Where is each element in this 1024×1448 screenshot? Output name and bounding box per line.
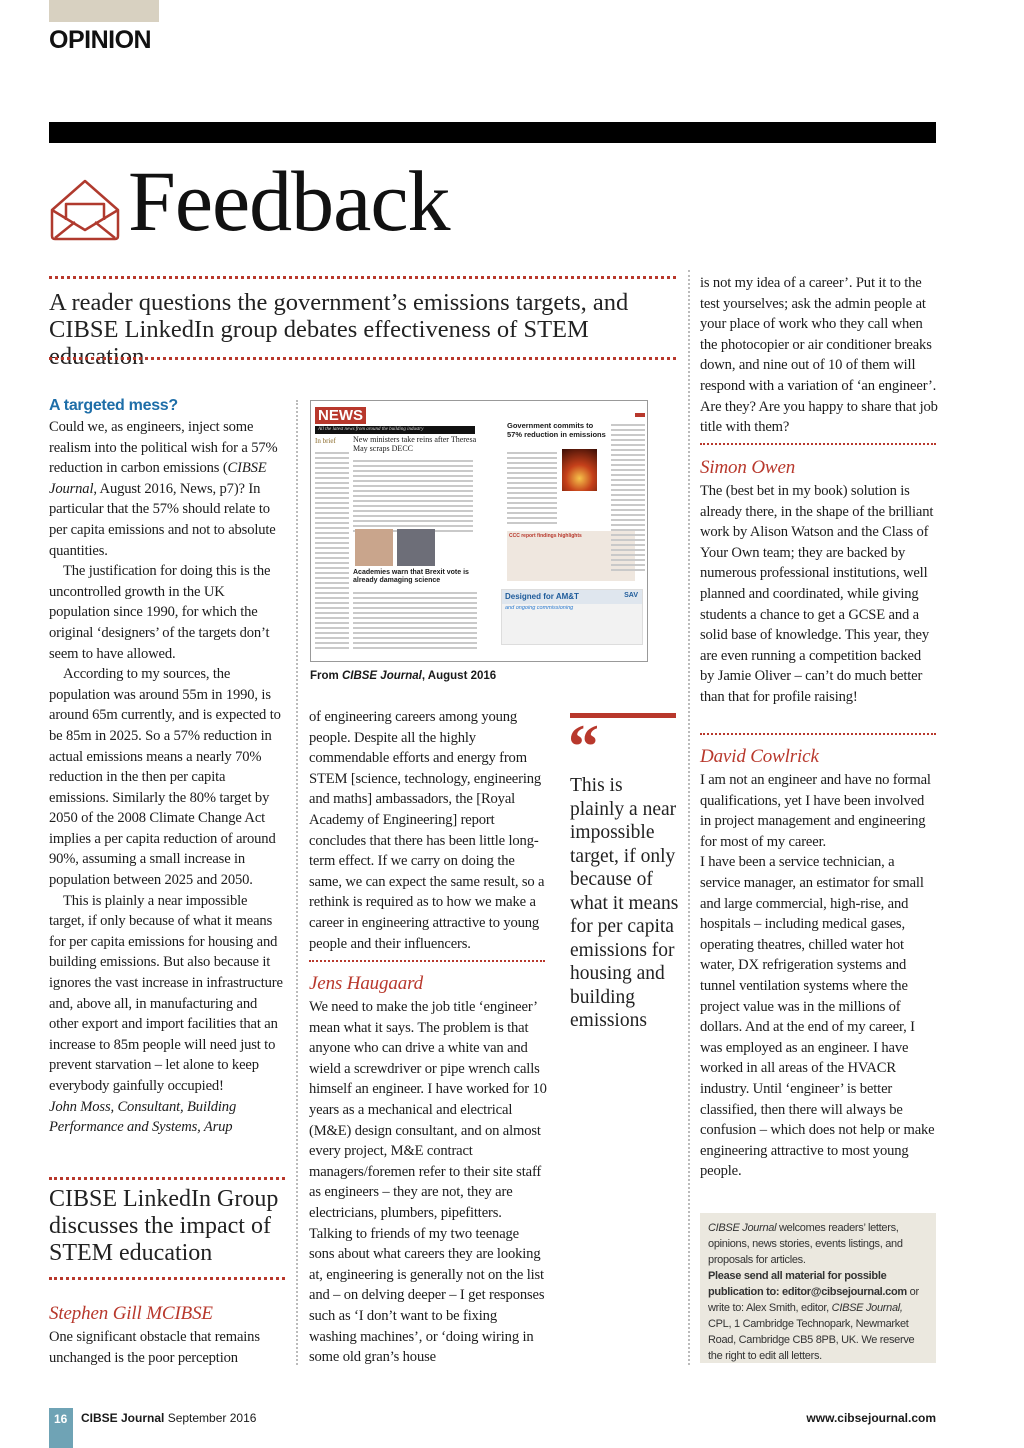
publication-name: CIBSE Journal [708, 1222, 777, 1234]
box-title: CCC report findings highlights [509, 533, 582, 539]
comment-simon-owen [700, 457, 938, 708]
divider [49, 357, 676, 360]
paragraph: I am not an engineer and have no formal qualifications, yet I have been involved in project management and engineering for most of my career. [700, 772, 931, 850]
comment-david-cowlrick [700, 746, 938, 1182]
news-headline: New ministers take reins after Theresa May scraps DECC [353, 435, 477, 453]
paragraph: The justification for doing this is the uncontrolled growth in the UK population since 1990, for which the original ‘designers’ of the targets don’t seem to have allowed. [49, 563, 271, 662]
photo-minister [355, 529, 393, 566]
column-rule [688, 270, 690, 1365]
paragraph: is not my idea of a career’. Put it to the test yourselves; ask the admin people at your place of work who they call when the photocopier or air conditioner breaks down, and nine out of 10 of them will respond with a variation of ‘an engineer’. Are they? Are you happy to share that job title with them? [700, 275, 938, 436]
comment-stephen-gill-continued [309, 707, 547, 954]
commenter-name: Stephen Gill MCIBSE [49, 1303, 213, 1324]
paragraph: of engineering careers among young people. Despite all the highly commendable efforts and energy from STEM [science, technology, engineering and maths] ambassadors, the [Royal Academy of Engineering] report concludes that there has been little long-term effect. If we carry on doing the same, we can expect the same result, so a rethink is required as to how we make a career in engineering attractive to young people and their influencers. [309, 709, 545, 952]
quote-mark-icon: “ [568, 713, 599, 781]
ad-brand: SAV [624, 592, 638, 599]
news-headline: Academies warn that Brexit vote is already damaging science [353, 569, 469, 584]
letter-heading: A targeted mess? [49, 397, 178, 414]
paragraph: According to my sources, the population was around 55m in 1990, is around 65m currently, and is expected to be 85m in 2025. So a 57% reduction in actual emissions means a nearly 70% reduction in the then per capita emissions. Similarly the 80% target by 2050 of the 2008 Climate Change Act implies a per capita reduction of around 90%, assuming a small increase in population between 2025 and 2050. [49, 666, 281, 889]
sav-advert [501, 589, 643, 645]
header-bar [49, 122, 936, 143]
commenter-name: Jens Haugaard [309, 973, 423, 994]
paragraph: I have been a service technician, a service manager, an estimator for small and large commercial, high-rise, and hospitals – including medical gases, operating theatres, chilled water hot water, DX refrigeration systems and tunnel ventilation systems where the project value was in the millions of dollars. And at the end of my career, I was employed as an engineer. I have worked in all areas of the HVACR industry. Until ‘engineer’ is better classified, then there will always be confusion – which does not help or make engineering attractive to most young people. [700, 854, 935, 1180]
issue-date: September 2016 [164, 1411, 257, 1425]
comment-jens-haugaard [309, 973, 547, 1368]
column-rule [296, 400, 298, 1365]
submission-info-box [700, 1213, 936, 1363]
comment-jens-haugaard-continued [700, 273, 938, 438]
paragraph: We need to make the job title ‘engineer’ mean what it says. The problem is that anyone who can drive a white van and wield a screwdriver or pipe wrench calls himself an engineer. I have worked for 10 years as a mechanical and electrical (M&E) design consultant, and on almost every project, M&E contract managers/foremen refer to their site staff as engineers – they are not, they are electricians, plumbers, pipefitters. Talking to friends of my two teenage sons about what careers they are looking at, engineering is generally not on the list and – on delving deeper – I get responses such as ‘I don’t want to be fixing washing machines’, or ‘doing wiring in some old gran’s house [309, 999, 547, 1366]
paragraph [49, 417, 285, 561]
letter-targeted-mess [49, 397, 285, 1138]
text: , August 2016, News, p7)? In particular that the 57% should relate to per capita emissions and not to absolute quantities. [49, 480, 276, 559]
text: Could we, as engineers, inject some realism into the political wish for a 57% reduction in carbon emissions ( [49, 419, 278, 477]
image-caption [310, 670, 496, 682]
section-label: OPINION [49, 26, 152, 54]
comment-stephen-gill [49, 1303, 285, 1368]
in-brief: In brief [315, 437, 336, 445]
news-strap: All the latest news from around the building industry [315, 426, 475, 434]
divider [49, 276, 676, 279]
paragraph: This is plainly a near impossible target, if only because of what it means for per capita emissions for housing and building emissions. But also because it ignores the vast increase in infrastructure and, above all, in manufacturing and other export and import facilities that an increase to 85m people will need just to prevent starvation – let alone to keep everybody gainfully occupied! [49, 892, 283, 1094]
text: CPL, 1 Cambridge Technopark, Newmarket Road, Cambridge CB5 8PB, UK. We reserve the right to edit all letters. [708, 1318, 915, 1362]
news-headline: Government commits to 57% reduction in emissions [507, 421, 606, 439]
envelope-icon [49, 172, 121, 242]
publication-name: CIBSE Journal, [831, 1302, 903, 1314]
divider [700, 733, 936, 735]
photo-minister [397, 529, 435, 566]
page-title: Feedback [128, 153, 450, 249]
text: welcomes readers’ letters, opinions, news stories, events listings, and proposals for articles. [708, 1222, 903, 1266]
footer-issue [81, 1411, 256, 1425]
divider [49, 1177, 285, 1180]
journal-name: CIBSE Journal [81, 1411, 165, 1425]
paragraph: One significant obstacle that remains unchanged is the poor perception [49, 1329, 260, 1366]
page-number: 16 [49, 1408, 73, 1448]
divider [700, 443, 936, 445]
section-tab [49, 0, 159, 22]
text: , August 2016 [421, 670, 497, 682]
text: From [310, 670, 342, 682]
text: or write to: Alex Smith, editor, [708, 1286, 919, 1314]
divider [309, 960, 545, 962]
standfirst: A reader questions the government’s emissions targets, and CIBSE LinkedIn group debates effectiveness of STEM education [49, 289, 629, 370]
ad-title: Designed for AM&T [502, 590, 642, 604]
photo-pylon [562, 449, 597, 491]
commenter-name: David Cowlrick [700, 746, 819, 767]
commenter-name: Simon Owen [700, 457, 796, 478]
paragraph: The (best bet in my book) solution is already there, in the shape of the brilliant work by Alison Watson and the Class of Your Own team; they are backed by numerous professional institutions, well planned and coordinated, while giving students a chance to get a GCSE and a solid base of knowledge. This year, they are even running a competition backed by Jamie Oliver – can’t do much better than that for profile raising! [700, 483, 934, 705]
section-heading: CIBSE LinkedIn Group discusses the impact of STEM education [49, 1186, 279, 1266]
pull-quote: This is plainly a near impossible target, if only because of what it means for per capita emissions for housing and building emissions [570, 775, 679, 1031]
news-masthead: NEWS [315, 407, 366, 424]
publication-name: CIBSE Journal [49, 460, 267, 497]
email-instruction: Please send all material for possible publication to: editor@cibsejournal.com [708, 1270, 907, 1298]
publication-name: CIBSE Journal [341, 670, 422, 682]
news-page-thumbnail [310, 400, 648, 662]
divider [49, 1277, 285, 1280]
signature: John Moss, Consultant, Building Performance and Systems, Arup [49, 1098, 237, 1136]
news-corner-tab [635, 413, 645, 417]
ad-subtitle: and ongoing commissioning [505, 605, 574, 611]
footer-url[interactable]: www.cibsejournal.com [806, 1411, 936, 1425]
